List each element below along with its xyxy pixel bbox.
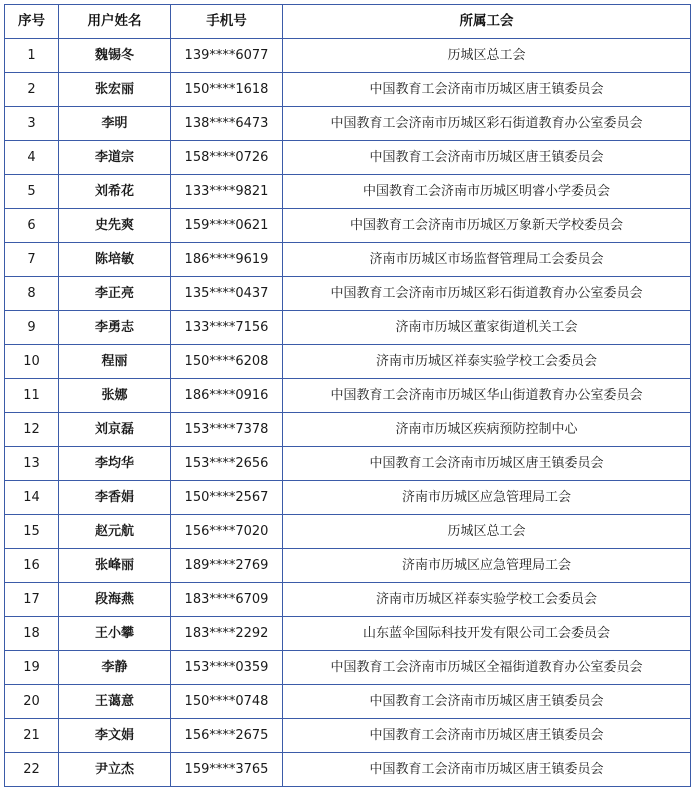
cell-name: 李明 [59,107,171,141]
cell-index: 21 [5,719,59,753]
cell-name: 李香娟 [59,481,171,515]
cell-union: 中国教育工会济南市历城区万象新天学校委员会 [283,209,691,243]
cell-phone: 153****7378 [171,413,283,447]
cell-index: 8 [5,277,59,311]
cell-name: 李文娟 [59,719,171,753]
cell-index: 17 [5,583,59,617]
cell-union: 历城区总工会 [283,515,691,549]
cell-phone: 156****2675 [171,719,283,753]
cell-union: 中国教育工会济南市历城区唐王镇委员会 [283,73,691,107]
table-row [5,379,691,413]
cell-index: 6 [5,209,59,243]
cell-phone: 189****2769 [171,549,283,583]
cell-index: 22 [5,753,59,787]
table-row [5,583,691,617]
cell-index: 15 [5,515,59,549]
cell-union: 中国教育工会济南市历城区华山街道教育办公室委员会 [283,379,691,413]
cell-name: 王蔼意 [59,685,171,719]
cell-union: 济南市历城区市场监督管理局工会委员会 [283,243,691,277]
cell-name: 张娜 [59,379,171,413]
cell-phone: 159****3765 [171,753,283,787]
union-member-table [4,4,691,787]
cell-index: 3 [5,107,59,141]
cell-name: 史先爽 [59,209,171,243]
cell-index: 11 [5,379,59,413]
cell-union: 济南市历城区祥泰实验学校工会委员会 [283,583,691,617]
cell-name: 李道宗 [59,141,171,175]
cell-phone: 150****1618 [171,73,283,107]
cell-union: 济南市历城区祥泰实验学校工会委员会 [283,345,691,379]
table-row [5,515,691,549]
cell-index: 1 [5,39,59,73]
table-row [5,617,691,651]
table-row [5,311,691,345]
cell-name: 尹立杰 [59,753,171,787]
table-row [5,39,691,73]
cell-phone: 159****0621 [171,209,283,243]
cell-name: 段海燕 [59,583,171,617]
cell-index: 5 [5,175,59,209]
cell-name: 程丽 [59,345,171,379]
table-row [5,345,691,379]
cell-index: 19 [5,651,59,685]
table-row [5,107,691,141]
cell-union: 济南市历城区应急管理局工会 [283,549,691,583]
table-row [5,481,691,515]
cell-index: 2 [5,73,59,107]
cell-union: 济南市历城区董家街道机关工会 [283,311,691,345]
cell-union: 历城区总工会 [283,39,691,73]
cell-name: 李勇志 [59,311,171,345]
cell-index: 12 [5,413,59,447]
cell-index: 14 [5,481,59,515]
cell-phone: 150****0748 [171,685,283,719]
cell-phone: 153****2656 [171,447,283,481]
cell-index: 18 [5,617,59,651]
column-header-phone: 手机号 [171,5,283,39]
cell-union: 中国教育工会济南市历城区唐王镇委员会 [283,719,691,753]
cell-name: 陈培敏 [59,243,171,277]
table-row [5,413,691,447]
cell-name: 魏锡冬 [59,39,171,73]
column-header-name: 用户姓名 [59,5,171,39]
cell-phone: 135****0437 [171,277,283,311]
cell-index: 4 [5,141,59,175]
table-row [5,753,691,787]
cell-phone: 156****7020 [171,515,283,549]
cell-union: 山东蓝伞国际科技开发有限公司工会委员会 [283,617,691,651]
cell-index: 13 [5,447,59,481]
cell-index: 7 [5,243,59,277]
cell-union: 中国教育工会济南市历城区彩石街道教育办公室委员会 [283,107,691,141]
cell-phone: 183****6709 [171,583,283,617]
table-row [5,141,691,175]
cell-phone: 133****7156 [171,311,283,345]
table-row [5,685,691,719]
table-body [5,39,691,787]
table-row [5,549,691,583]
cell-name: 王小攀 [59,617,171,651]
cell-union: 济南市历城区应急管理局工会 [283,481,691,515]
table-header [5,5,691,39]
table-row [5,651,691,685]
cell-phone: 158****0726 [171,141,283,175]
table-row [5,209,691,243]
column-header-index: 序号 [5,5,59,39]
table-header-row [5,5,691,39]
table-row [5,243,691,277]
cell-phone: 138****6473 [171,107,283,141]
cell-phone: 153****0359 [171,651,283,685]
cell-phone: 183****2292 [171,617,283,651]
cell-union: 中国教育工会济南市历城区全福街道教育办公室委员会 [283,651,691,685]
cell-union: 中国教育工会济南市历城区唐王镇委员会 [283,753,691,787]
cell-union: 中国教育工会济南市历城区唐王镇委员会 [283,685,691,719]
table-row [5,277,691,311]
cell-name: 李正亮 [59,277,171,311]
table-row [5,447,691,481]
cell-name: 张宏丽 [59,73,171,107]
cell-union: 济南市历城区疾病预防控制中心 [283,413,691,447]
cell-index: 9 [5,311,59,345]
column-header-union: 所属工会 [283,5,691,39]
table-row [5,719,691,753]
cell-index: 10 [5,345,59,379]
cell-phone: 186****9619 [171,243,283,277]
cell-union: 中国教育工会济南市历城区唐王镇委员会 [283,141,691,175]
cell-name: 李均华 [59,447,171,481]
cell-name: 李静 [59,651,171,685]
cell-name: 张峰丽 [59,549,171,583]
cell-phone: 186****0916 [171,379,283,413]
cell-phone: 150****6208 [171,345,283,379]
cell-phone: 139****6077 [171,39,283,73]
cell-phone: 133****9821 [171,175,283,209]
cell-name: 刘希花 [59,175,171,209]
cell-index: 20 [5,685,59,719]
cell-union: 中国教育工会济南市历城区彩石街道教育办公室委员会 [283,277,691,311]
cell-name: 赵元航 [59,515,171,549]
cell-union: 中国教育工会济南市历城区唐王镇委员会 [283,447,691,481]
cell-index: 16 [5,549,59,583]
cell-phone: 150****2567 [171,481,283,515]
cell-name: 刘京磊 [59,413,171,447]
table-row [5,175,691,209]
table-row [5,73,691,107]
cell-union: 中国教育工会济南市历城区明睿小学委员会 [283,175,691,209]
